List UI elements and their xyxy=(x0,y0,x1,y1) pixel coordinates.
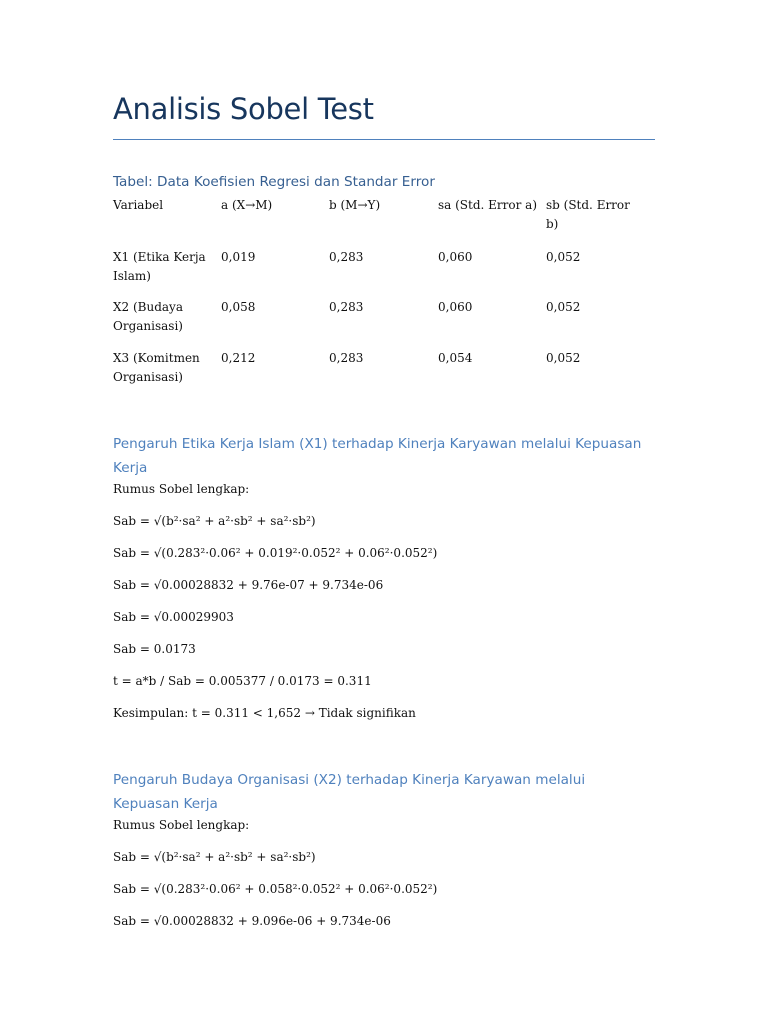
formula-line: Sab = √(b²·sa² + a²·sb² + sa²·sb²) xyxy=(113,850,316,864)
table-cell: 0,283 xyxy=(329,250,364,264)
formula-line: Sab = √(0.283²·0.06² + 0.019²·0.052² + 0.06²·0.052²) xyxy=(113,546,438,560)
table-cell: 0,019 xyxy=(221,250,256,264)
formula-line: Sab = √0.00028832 + 9.096e-06 + 9.734e-06 xyxy=(113,914,391,928)
table-cell: 0,283 xyxy=(329,300,364,314)
document-title: Analisis Sobel Test xyxy=(113,92,374,126)
table-cell: 0,052 xyxy=(546,351,581,365)
table-cell: 0,212 xyxy=(221,351,256,365)
paragraph: Rumus Sobel lengkap: xyxy=(113,482,250,496)
formula-line: Sab = √0.00028832 + 9.76e-07 + 9.734e-06 xyxy=(113,578,384,592)
table-cell: 0,052 xyxy=(546,250,581,264)
table-cell: X1 (Etika Kerja Islam) xyxy=(113,250,206,283)
table-header-cell: sa (Std. Error a) xyxy=(438,198,538,212)
table-cell: X3 (Komitmen Organisasi) xyxy=(113,351,200,384)
section-heading: Pengaruh Etika Kerja Islam (X1) terhadap Kinerja Karyawan melalui Kepuasan Kerja xyxy=(113,436,642,476)
formula-line: Sab = 0.0173 xyxy=(113,642,196,656)
table-heading: Tabel: Data Koefisien Regresi dan Standar Error xyxy=(113,174,435,190)
formula-line: t = a*b / Sab = 0.005377 / 0.0173 = 0.311 xyxy=(113,674,372,688)
table-header-cell: Variabel xyxy=(113,198,164,212)
table-header-cell: sb (Std. Error b) xyxy=(546,198,630,231)
title-underline xyxy=(113,139,655,140)
table-cell: 0,058 xyxy=(221,300,256,314)
paragraph: Rumus Sobel lengkap: xyxy=(113,818,250,832)
table-cell: X2 (Budaya Organisasi) xyxy=(113,300,183,333)
formula-line: Sab = √(0.283²·0.06² + 0.058²·0.052² + 0.06²·0.052²) xyxy=(113,882,438,896)
table-cell: 0,052 xyxy=(546,300,581,314)
table-header-cell: b (M→Y) xyxy=(329,198,381,212)
conclusion-line: Kesimpulan: t = 0.311 < 1,652 → Tidak signifikan xyxy=(113,706,416,720)
table-cell: 0,060 xyxy=(438,300,473,314)
formula-line: Sab = √0.00029903 xyxy=(113,610,234,624)
formula-line: Sab = √(b²·sa² + a²·sb² + sa²·sb²) xyxy=(113,514,316,528)
table-header-cell: a (X→M) xyxy=(221,198,273,212)
table-cell: 0,054 xyxy=(438,351,473,365)
table-cell: 0,283 xyxy=(329,351,364,365)
section-heading: Pengaruh Budaya Organisasi (X2) terhadap Kinerja Karyawan melalui Kepuasan Kerja xyxy=(113,772,586,812)
table-cell: 0,060 xyxy=(438,250,473,264)
